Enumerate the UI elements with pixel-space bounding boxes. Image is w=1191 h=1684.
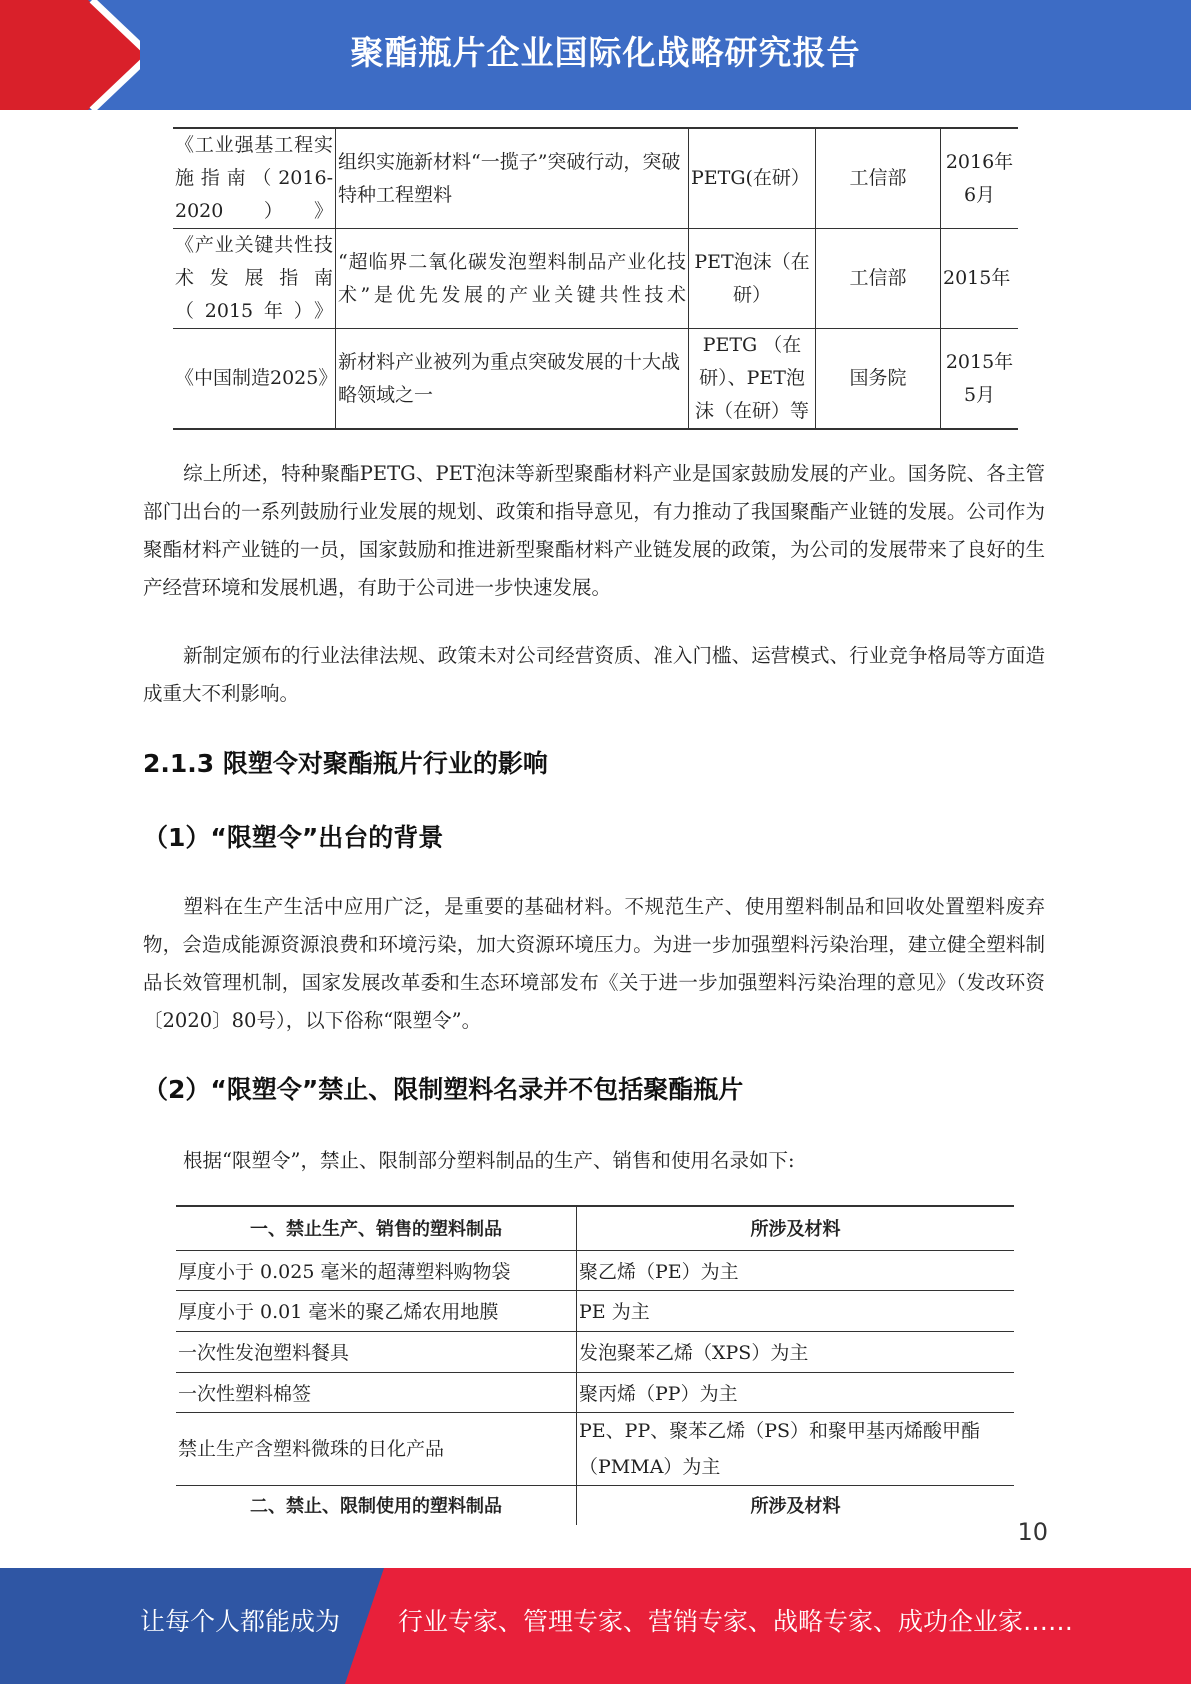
table-header-row xyxy=(176,1206,1014,1250)
paragraph-no-impact xyxy=(143,637,1045,713)
banned-item-cell: 厚度小于 0.025 毫米的超薄塑料购物袋 xyxy=(176,1250,577,1290)
policy-content-cell: 新材料产业被列为重点突破发展的十大战略领域之一 xyxy=(336,329,689,430)
policy-dept-cell: 国务院 xyxy=(816,329,941,430)
table-row xyxy=(176,1331,1014,1372)
page-number: 10 xyxy=(1017,1518,1048,1546)
material-cell: PE 为主 xyxy=(577,1290,1015,1331)
column-header-materials: 所涉及材料 xyxy=(577,1206,1015,1250)
policy-date-cell: 2015年 xyxy=(941,229,1019,329)
policy-content-cell: 组织实施新材料“一揽子”突破行动，突破特种工程塑料 xyxy=(336,128,689,229)
banned-item-cell: 禁止生产含塑料微珠的日化产品 xyxy=(176,1412,577,1485)
material-cell: 聚乙烯（PE）为主 xyxy=(577,1250,1015,1290)
policy-table xyxy=(173,127,1018,430)
section-heading-2-1-3: 2.1.3 限塑令对聚酯瓶片行业的影响 xyxy=(143,749,548,778)
banned-item-cell: 厚度小于 0.01 毫米的聚乙烯农用地膜 xyxy=(176,1290,577,1331)
footer-slogan-right: 行业专家、管理专家、营销专家、战略专家、成功企业家…… xyxy=(398,1607,1074,1636)
column-header-items: 二、禁止、限制使用的塑料制品 xyxy=(176,1485,577,1525)
subsection-heading-1: （1）“限塑令”出台的背景 xyxy=(143,823,444,852)
table-row xyxy=(173,128,1018,229)
table-row xyxy=(176,1250,1014,1290)
policy-name-cell: 《产业关键共性技术发展指南（2015年）》 xyxy=(173,229,336,329)
policy-dept-cell: 工信部 xyxy=(816,229,941,329)
footer-slogan-left: 让每个人都能成为 xyxy=(140,1607,341,1636)
paragraph-background xyxy=(143,888,1045,1040)
table-row xyxy=(173,329,1018,430)
page-header xyxy=(0,0,1191,110)
paragraph-background-text: 塑料在生产生活中应用广泛，是重要的基础材料。不规范生产、使用塑料制品和回收处置塑料废弃物，会造成能源资源浪费和环境污染，加大资源环境压力。为进一步加强塑料污染治理，建立健全塑料制品长效管理机制，国家发展改革委和生态环境部发布《关于进一步加强塑料污染治理的意见》（发改环资〔2020〕80号），以下俗称“限塑令”。 xyxy=(143,895,1045,1032)
policy-product-cell: PETG(在研） xyxy=(689,128,816,229)
page-footer xyxy=(0,1568,1191,1684)
ban-table xyxy=(176,1205,1014,1525)
table-row xyxy=(173,229,1018,329)
column-header-items: 一、禁止生产、销售的塑料制品 xyxy=(176,1206,577,1250)
policy-content-cell: “超临界二氧化碳发泡塑料制品产业化技术”是优先发展的产业关键共性技术 xyxy=(336,229,689,329)
column-header-materials: 所涉及材料 xyxy=(577,1485,1015,1525)
policy-date-cell: 2016年6月 xyxy=(941,128,1019,229)
subsection-heading-2: （2）“限塑令”禁止、限制塑料名录并不包括聚酯瓶片 xyxy=(143,1075,744,1104)
paragraph-summary-text: 综上所述，特种聚酯PETG、PET泡沫等新型聚酯材料产业是国家鼓励发展的产业。国务院、各主管部门出台的一系列鼓励行业发展的规划、政策和指导意见，有力推动了我国聚酯产业链的发展。公司作为聚酯材料产业链的一员，国家鼓励和推进新型聚酯材料产业链发展的政策，为公司的发展带来了良好的生产经营环境和发展机遇，有助于公司进一步快速发展。 xyxy=(143,462,1045,599)
paragraph-list-intro xyxy=(143,1142,1045,1180)
material-cell: 发泡聚苯乙烯（XPS）为主 xyxy=(577,1331,1015,1372)
banned-item-cell: 一次性发泡塑料餐具 xyxy=(176,1331,577,1372)
table-row xyxy=(176,1290,1014,1331)
table-row xyxy=(176,1412,1014,1485)
table-row xyxy=(176,1372,1014,1412)
policy-name-cell: 《工业强基工程实施指南（2016-2020）》 xyxy=(173,128,336,229)
paragraph-no-impact-text: 新制定颁布的行业法律法规、政策未对公司经营资质、准入门槛、运营模式、行业竞争格局等方面造成重大不利影响。 xyxy=(143,644,1045,705)
policy-name-cell: 《中国制造2025》 xyxy=(173,329,336,430)
policy-date-cell: 2015年5月 xyxy=(941,329,1019,430)
table-header-row xyxy=(176,1485,1014,1525)
material-cell: 聚丙烯（PP）为主 xyxy=(577,1372,1015,1412)
paragraph-summary xyxy=(143,455,1045,607)
paragraph-list-intro-text: 根据“限塑令”，禁止、限制部分塑料制品的生产、销售和使用名录如下: xyxy=(183,1149,795,1172)
policy-product-cell: PETG （在研）、PET泡沫（在研）等 xyxy=(689,329,816,430)
material-cell: PE、PP、聚苯乙烯（PS）和聚甲基丙烯酸甲酯（PMMA）为主 xyxy=(577,1412,1015,1485)
banned-item-cell: 一次性塑料棉签 xyxy=(176,1372,577,1412)
policy-dept-cell: 工信部 xyxy=(816,128,941,229)
policy-product-cell: PET泡沫（在研） xyxy=(689,229,816,329)
report-title: 聚酯瓶片企业国际化战略研究报告 xyxy=(350,33,861,72)
